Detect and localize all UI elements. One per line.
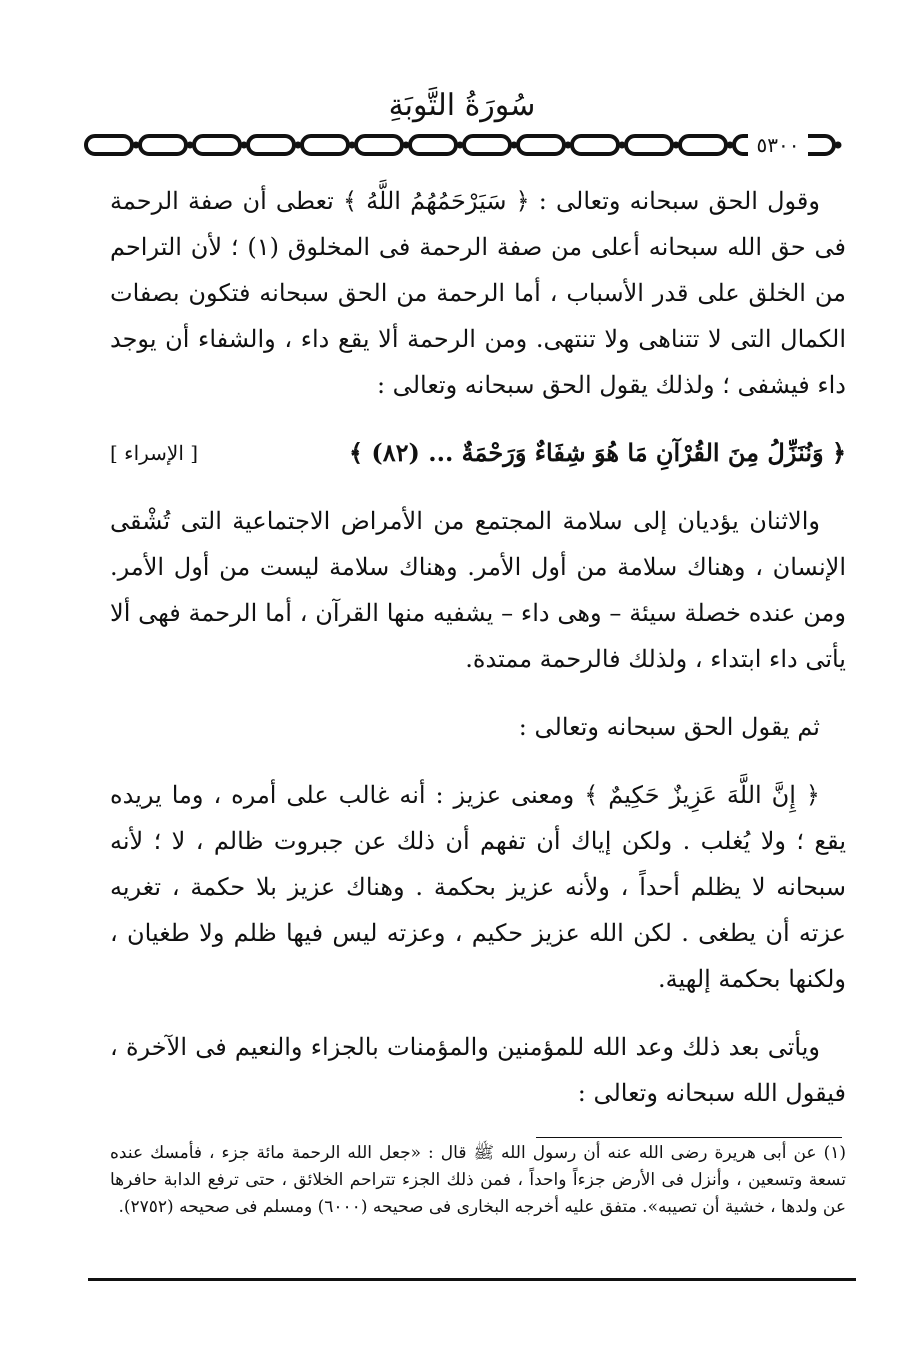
ornamental-header-border bbox=[84, 130, 856, 160]
paragraph-2: والاثنان يؤديان إلى سلامة المجتمع من الأمراض الاجتماعية التى تُشْقى الإنسان ، وهناك سلامة من أول الأمر. وهناك سلامة ليست من أول الأمر. ومن عنده خصلة سيئة – وهى داء – يشفيه منها القرآن ، أما الرحمة فهى ألا يأتى داء ابتداء ، ولذلك فالرحمة ممتدة. bbox=[110, 507, 846, 673]
bottom-rule bbox=[88, 1278, 856, 1281]
verse-reference: [ الإسراء ] bbox=[110, 441, 199, 465]
paragraph-5: ويأتى بعد ذلك وعد الله للمؤمنين والمؤمنات بالجزاء والنعيم فى الآخرة ، فيقول الله سبحانه وتعالى : bbox=[110, 1033, 846, 1107]
paragraph-1: وقول الحق سبحانه وتعالى : ﴿ سَيَرْحَمُهُمُ اللَّهُ ﴾ تعطى أن صفة الرحمة فى حق الله سبحانه أعلى من صفة الرحمة فى المخلوق (١) ؛ لأن التراحم من الخلق على قدر الأسباب ، أما الرحمة من الحق سبحانه فتكون بصفات الكمال التى لا تتناهى ولا تنتهى. ومن الرحمة ألا يقع داء ، والشفاء أن يوجد داء فيشفى ؛ ولذلك يقول الحق سبحانه وتعالى : bbox=[110, 187, 846, 399]
page-number: ٥٣٠٠ bbox=[748, 133, 808, 157]
surah-title: سُورَةُ التَّوبَةِ bbox=[388, 88, 536, 123]
quran-verse: ﴿ وَنُنَزِّلُ مِنَ القُرْآنِ مَا هُوَ شِفَاءٌ وَرَحْمَةٌ ... (٨٢) ﴾ bbox=[348, 438, 846, 467]
paragraph-4: ﴿ إِنَّ اللَّهَ عَزِيزٌ حَكِيمٌ ﴾ ومعنى عزيز : أنه غالب على أمره ، وما يريده يقع ؛ ولا يُغلب . ولكن إياك أن تفهم أن ذلك عن جبروت ظالم ، لا ؛ لأنه سبحانه لا يظلم أحداً ، ولأنه عزيز بحكمة . وهناك عزيز بلا حكمة ، تغريه عزته أن يطغى . لكن الله عزيز حكيم ، وعزته ليس فيها ظلم ولا طغيان ، ولكنها بحكمة إلهية. bbox=[110, 781, 847, 993]
footnotes bbox=[110, 1140, 846, 1221]
footnote-1: (١) عن أبى هريرة رضى الله عنه أن رسول الله ﷺ قال : «جعل الله الرحمة مائة جزء ، فأمسك عنده تسعة وتسعين ، وأنزل فى الأرض جزءاً واحداً ، فمن ذلك الجزء تتراحم الخلائق ، حتى ترفع الدابة حافرها عن ولدها ، خشية أن تصيبه». متفق عليه أخرجه البخارى فى صحيحه (٦٠٠٠) ومسلم فى صحيحه (٢٧٥٢). bbox=[110, 1143, 846, 1217]
paragraph-3: ثم يقول الحق سبحانه وتعالى : bbox=[518, 713, 820, 741]
footnote-separator bbox=[536, 1137, 842, 1138]
quran-verse-row bbox=[110, 430, 846, 476]
body-text bbox=[110, 178, 846, 1116]
